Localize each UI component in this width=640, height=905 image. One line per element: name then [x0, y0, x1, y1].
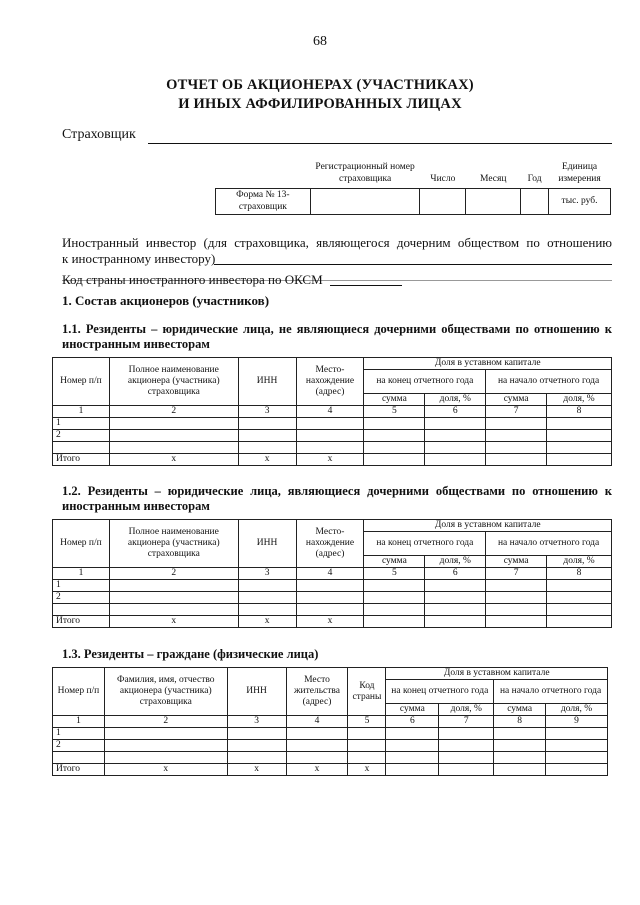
cell[interactable]: [425, 418, 486, 430]
cell[interactable]: [546, 728, 608, 740]
col-pct-header: доля, %: [425, 556, 486, 568]
col-number: 4: [296, 406, 364, 418]
cell[interactable]: [486, 580, 547, 592]
x-mark: x: [286, 764, 348, 776]
cell[interactable]: [296, 442, 364, 454]
cell[interactable]: [109, 580, 238, 592]
col-pct-header: доля, %: [547, 394, 612, 406]
cell[interactable]: [547, 604, 612, 616]
subsection-1-1-title: 1.1. Резиденты – юридические лица, не являющиеся дочерними обществами по отношению к иностранным инвесторам: [62, 322, 612, 351]
cell[interactable]: [494, 764, 546, 776]
page-title: [0, 76, 640, 114]
cell[interactable]: [286, 752, 348, 764]
col-end-header: на конец отчетного года: [386, 680, 494, 704]
cell[interactable]: [386, 740, 439, 752]
cell[interactable]: [364, 454, 425, 466]
cell[interactable]: [547, 616, 612, 628]
cell[interactable]: [439, 752, 494, 764]
cell[interactable]: [227, 740, 286, 752]
col-location-header: Место-нахождение (адрес): [296, 358, 364, 406]
col-number: 3: [238, 406, 296, 418]
form-label-top: [216, 160, 311, 188]
col-number: 1: [53, 716, 105, 728]
x-mark: x: [296, 454, 364, 466]
col-pct-header: доля, %: [546, 704, 608, 716]
year-header: Год: [527, 173, 542, 184]
insurer-field[interactable]: [148, 143, 612, 144]
col-number: 1: [53, 568, 110, 580]
cell[interactable]: [486, 418, 547, 430]
form-label: Форма № 13-страховщик: [216, 188, 311, 214]
cell[interactable]: [439, 764, 494, 776]
title-line-2: И ИНЫХ АФФИЛИРОВАННЫХ ЛИЦАХ: [178, 96, 462, 112]
month-header: Месяц: [480, 173, 507, 184]
col-number: 6: [425, 406, 486, 418]
table-row: [53, 442, 612, 454]
x-mark: x: [296, 616, 364, 628]
table-row: [53, 752, 608, 764]
cell[interactable]: [296, 430, 364, 442]
cell[interactable]: [425, 616, 486, 628]
x-mark: x: [238, 454, 296, 466]
col-num-header: Номер п/п: [53, 358, 110, 406]
page-number: 68: [313, 34, 327, 49]
col-pct-header: доля, %: [547, 556, 612, 568]
row-number: 1: [53, 728, 105, 740]
cell[interactable]: [486, 616, 547, 628]
year-field[interactable]: [521, 188, 549, 214]
col-number: 3: [238, 568, 296, 580]
reg-number-header: Регистрационный номер страховщика: [315, 161, 415, 184]
cell[interactable]: [364, 580, 425, 592]
cell[interactable]: [227, 728, 286, 740]
table-row: [53, 592, 612, 604]
table-1-2: [52, 519, 612, 628]
row-number: 1: [53, 580, 110, 592]
total-label: Итого: [53, 454, 110, 466]
cell[interactable]: [296, 592, 364, 604]
cell[interactable]: [386, 728, 439, 740]
x-mark: x: [109, 616, 238, 628]
subsection-1-3-title: 1.3. Резиденты – граждане (физические лица): [62, 647, 319, 661]
cell[interactable]: [296, 604, 364, 616]
x-mark: x: [104, 764, 227, 776]
col-inn-header: ИНН: [227, 668, 286, 716]
cell[interactable]: [546, 764, 608, 776]
cell[interactable]: [425, 580, 486, 592]
col-share-header: Доля в уставном капитале: [364, 520, 612, 532]
cell[interactable]: [348, 752, 386, 764]
cell[interactable]: [348, 740, 386, 752]
form-header-table: [215, 160, 611, 215]
subsection-1-2-title: 1.2. Резиденты – юридические лица, являющиеся дочерними обществами по отношению к иностранным инвесторам: [62, 484, 612, 513]
cell[interactable]: [546, 740, 608, 752]
foreign-investor-field[interactable]: [214, 264, 612, 265]
unit-value: тыс. руб.: [549, 188, 611, 214]
row-number: 2: [53, 592, 110, 604]
cell[interactable]: [104, 728, 227, 740]
cell[interactable]: [386, 752, 439, 764]
col-number: 5: [348, 716, 386, 728]
total-row: [53, 616, 612, 628]
cell[interactable]: [494, 728, 546, 740]
col-number: 2: [104, 716, 227, 728]
cell[interactable]: [109, 604, 238, 616]
row-number: 2: [53, 740, 105, 752]
total-row: [53, 454, 612, 466]
table-row: [53, 740, 608, 752]
table-row: [53, 430, 612, 442]
cell[interactable]: [486, 454, 547, 466]
col-residence-header: Место жительства (адрес): [286, 668, 348, 716]
col-number: 8: [494, 716, 546, 728]
cell[interactable]: [364, 442, 425, 454]
x-mark: x: [238, 616, 296, 628]
section-1-title: 1. Состав акционеров (участников): [62, 293, 270, 308]
cell[interactable]: [547, 442, 612, 454]
col-sum-header: сумма: [364, 394, 425, 406]
month-field[interactable]: [466, 188, 521, 214]
col-share-header: Доля в уставном капитале: [364, 358, 612, 370]
table-row: [53, 728, 608, 740]
cell[interactable]: [439, 728, 494, 740]
col-number: 7: [439, 716, 494, 728]
cell[interactable]: [109, 418, 238, 430]
cell[interactable]: [486, 430, 547, 442]
cell[interactable]: [104, 752, 227, 764]
cell[interactable]: [109, 430, 238, 442]
cell[interactable]: [109, 592, 238, 604]
cell[interactable]: [364, 604, 425, 616]
col-sum-header: сумма: [486, 556, 547, 568]
title-line-1: ОТЧЕТ ОБ АКЦИОНЕРАХ (УЧАСТНИКАХ): [166, 77, 474, 93]
cell[interactable]: [425, 592, 486, 604]
col-start-header: на начало отчетного года: [494, 680, 608, 704]
cell[interactable]: [364, 616, 425, 628]
col-number: 6: [425, 568, 486, 580]
col-number: 5: [364, 568, 425, 580]
x-mark: x: [348, 764, 386, 776]
country-code-label: Код страны иностранного инвестора по ОКСМ: [62, 272, 323, 287]
col-number: 7: [486, 406, 547, 418]
cell[interactable]: [486, 592, 547, 604]
table-row: [53, 604, 612, 616]
row-number: 1: [53, 418, 110, 430]
foreign-investor-line1: Иностранный инвестор (для страховщика, являющегося дочерним обществом по отношению: [62, 235, 612, 250]
row-number: 2: [53, 430, 110, 442]
cell[interactable]: [547, 418, 612, 430]
cell[interactable]: [109, 442, 238, 454]
cell[interactable]: [547, 580, 612, 592]
foreign-investor-line2: к иностранному инвестору): [62, 251, 216, 266]
day-field[interactable]: [420, 188, 466, 214]
table-row: [53, 418, 612, 430]
col-number: 7: [486, 568, 547, 580]
cell[interactable]: [364, 592, 425, 604]
col-end-header: на конец отчетного года: [364, 532, 486, 556]
col-name-header: Полное наименование акционера (участника) страховщика: [109, 358, 238, 406]
col-number: 9: [546, 716, 608, 728]
cell[interactable]: [386, 764, 439, 776]
cell[interactable]: [494, 740, 546, 752]
cell[interactable]: [348, 728, 386, 740]
table-1-1: [52, 357, 612, 466]
cell[interactable]: [425, 454, 486, 466]
cell[interactable]: [238, 418, 296, 430]
cell[interactable]: [547, 454, 612, 466]
col-inn-header: ИНН: [238, 520, 296, 568]
col-number: 6: [386, 716, 439, 728]
cell[interactable]: [364, 430, 425, 442]
country-code-field[interactable]: [330, 285, 402, 286]
cell[interactable]: [439, 740, 494, 752]
col-name-header: Фамилия, имя, отчество акционера (участника) страховщика: [104, 668, 227, 716]
col-country-header: Код страны: [348, 668, 386, 716]
col-sum-header: сумма: [386, 704, 439, 716]
cell[interactable]: [296, 418, 364, 430]
cell[interactable]: [425, 604, 486, 616]
cell[interactable]: [425, 430, 486, 442]
cell[interactable]: [227, 752, 286, 764]
total-label: Итого: [53, 616, 110, 628]
col-number: 8: [547, 406, 612, 418]
col-number: 8: [547, 568, 612, 580]
col-number: 3: [227, 716, 286, 728]
total-label: Итого: [53, 764, 105, 776]
col-pct-header: доля, %: [439, 704, 494, 716]
col-end-header: на конец отчетного года: [364, 370, 486, 394]
unit-header: Единица измерения: [558, 161, 601, 184]
col-num-header: Номер п/п: [53, 668, 105, 716]
cell[interactable]: [238, 442, 296, 454]
col-number: 2: [109, 568, 238, 580]
col-sum-header: сумма: [486, 394, 547, 406]
cell[interactable]: [286, 728, 348, 740]
col-number: 5: [364, 406, 425, 418]
cell[interactable]: [364, 418, 425, 430]
col-pct-header: доля, %: [425, 394, 486, 406]
col-number: 1: [53, 406, 110, 418]
day-header: Число: [430, 173, 456, 184]
cell[interactable]: [425, 442, 486, 454]
col-name-header: Полное наименование акционера (участника) страховщика: [109, 520, 238, 568]
cell[interactable]: [286, 740, 348, 752]
cell[interactable]: [296, 580, 364, 592]
col-number: 2: [109, 406, 238, 418]
cell[interactable]: [238, 430, 296, 442]
cell[interactable]: [238, 604, 296, 616]
reg-number-field[interactable]: [310, 188, 420, 214]
col-start-header: на начало отчетного года: [486, 370, 612, 394]
cell[interactable]: [547, 430, 612, 442]
col-share-header: Доля в уставном капитале: [386, 668, 608, 680]
cell[interactable]: [238, 580, 296, 592]
cell[interactable]: [486, 442, 547, 454]
col-start-header: на начало отчетного года: [486, 532, 612, 556]
col-num-header: Номер п/п: [53, 520, 110, 568]
cell[interactable]: [104, 740, 227, 752]
cell[interactable]: [238, 592, 296, 604]
insurer-label: Страховщик: [62, 127, 136, 142]
cell[interactable]: [546, 752, 608, 764]
col-inn-header: ИНН: [238, 358, 296, 406]
cell[interactable]: [547, 592, 612, 604]
col-sum-header: сумма: [364, 556, 425, 568]
col-number: 4: [286, 716, 348, 728]
total-row: [53, 764, 608, 776]
table-1-3: [52, 667, 608, 776]
col-location-header: Место-нахождение (адрес): [296, 520, 364, 568]
cell[interactable]: [486, 604, 547, 616]
x-mark: x: [109, 454, 238, 466]
col-number: 4: [296, 568, 364, 580]
table-row: [53, 580, 612, 592]
col-sum-header: сумма: [494, 704, 546, 716]
cell[interactable]: [494, 752, 546, 764]
x-mark: x: [227, 764, 286, 776]
